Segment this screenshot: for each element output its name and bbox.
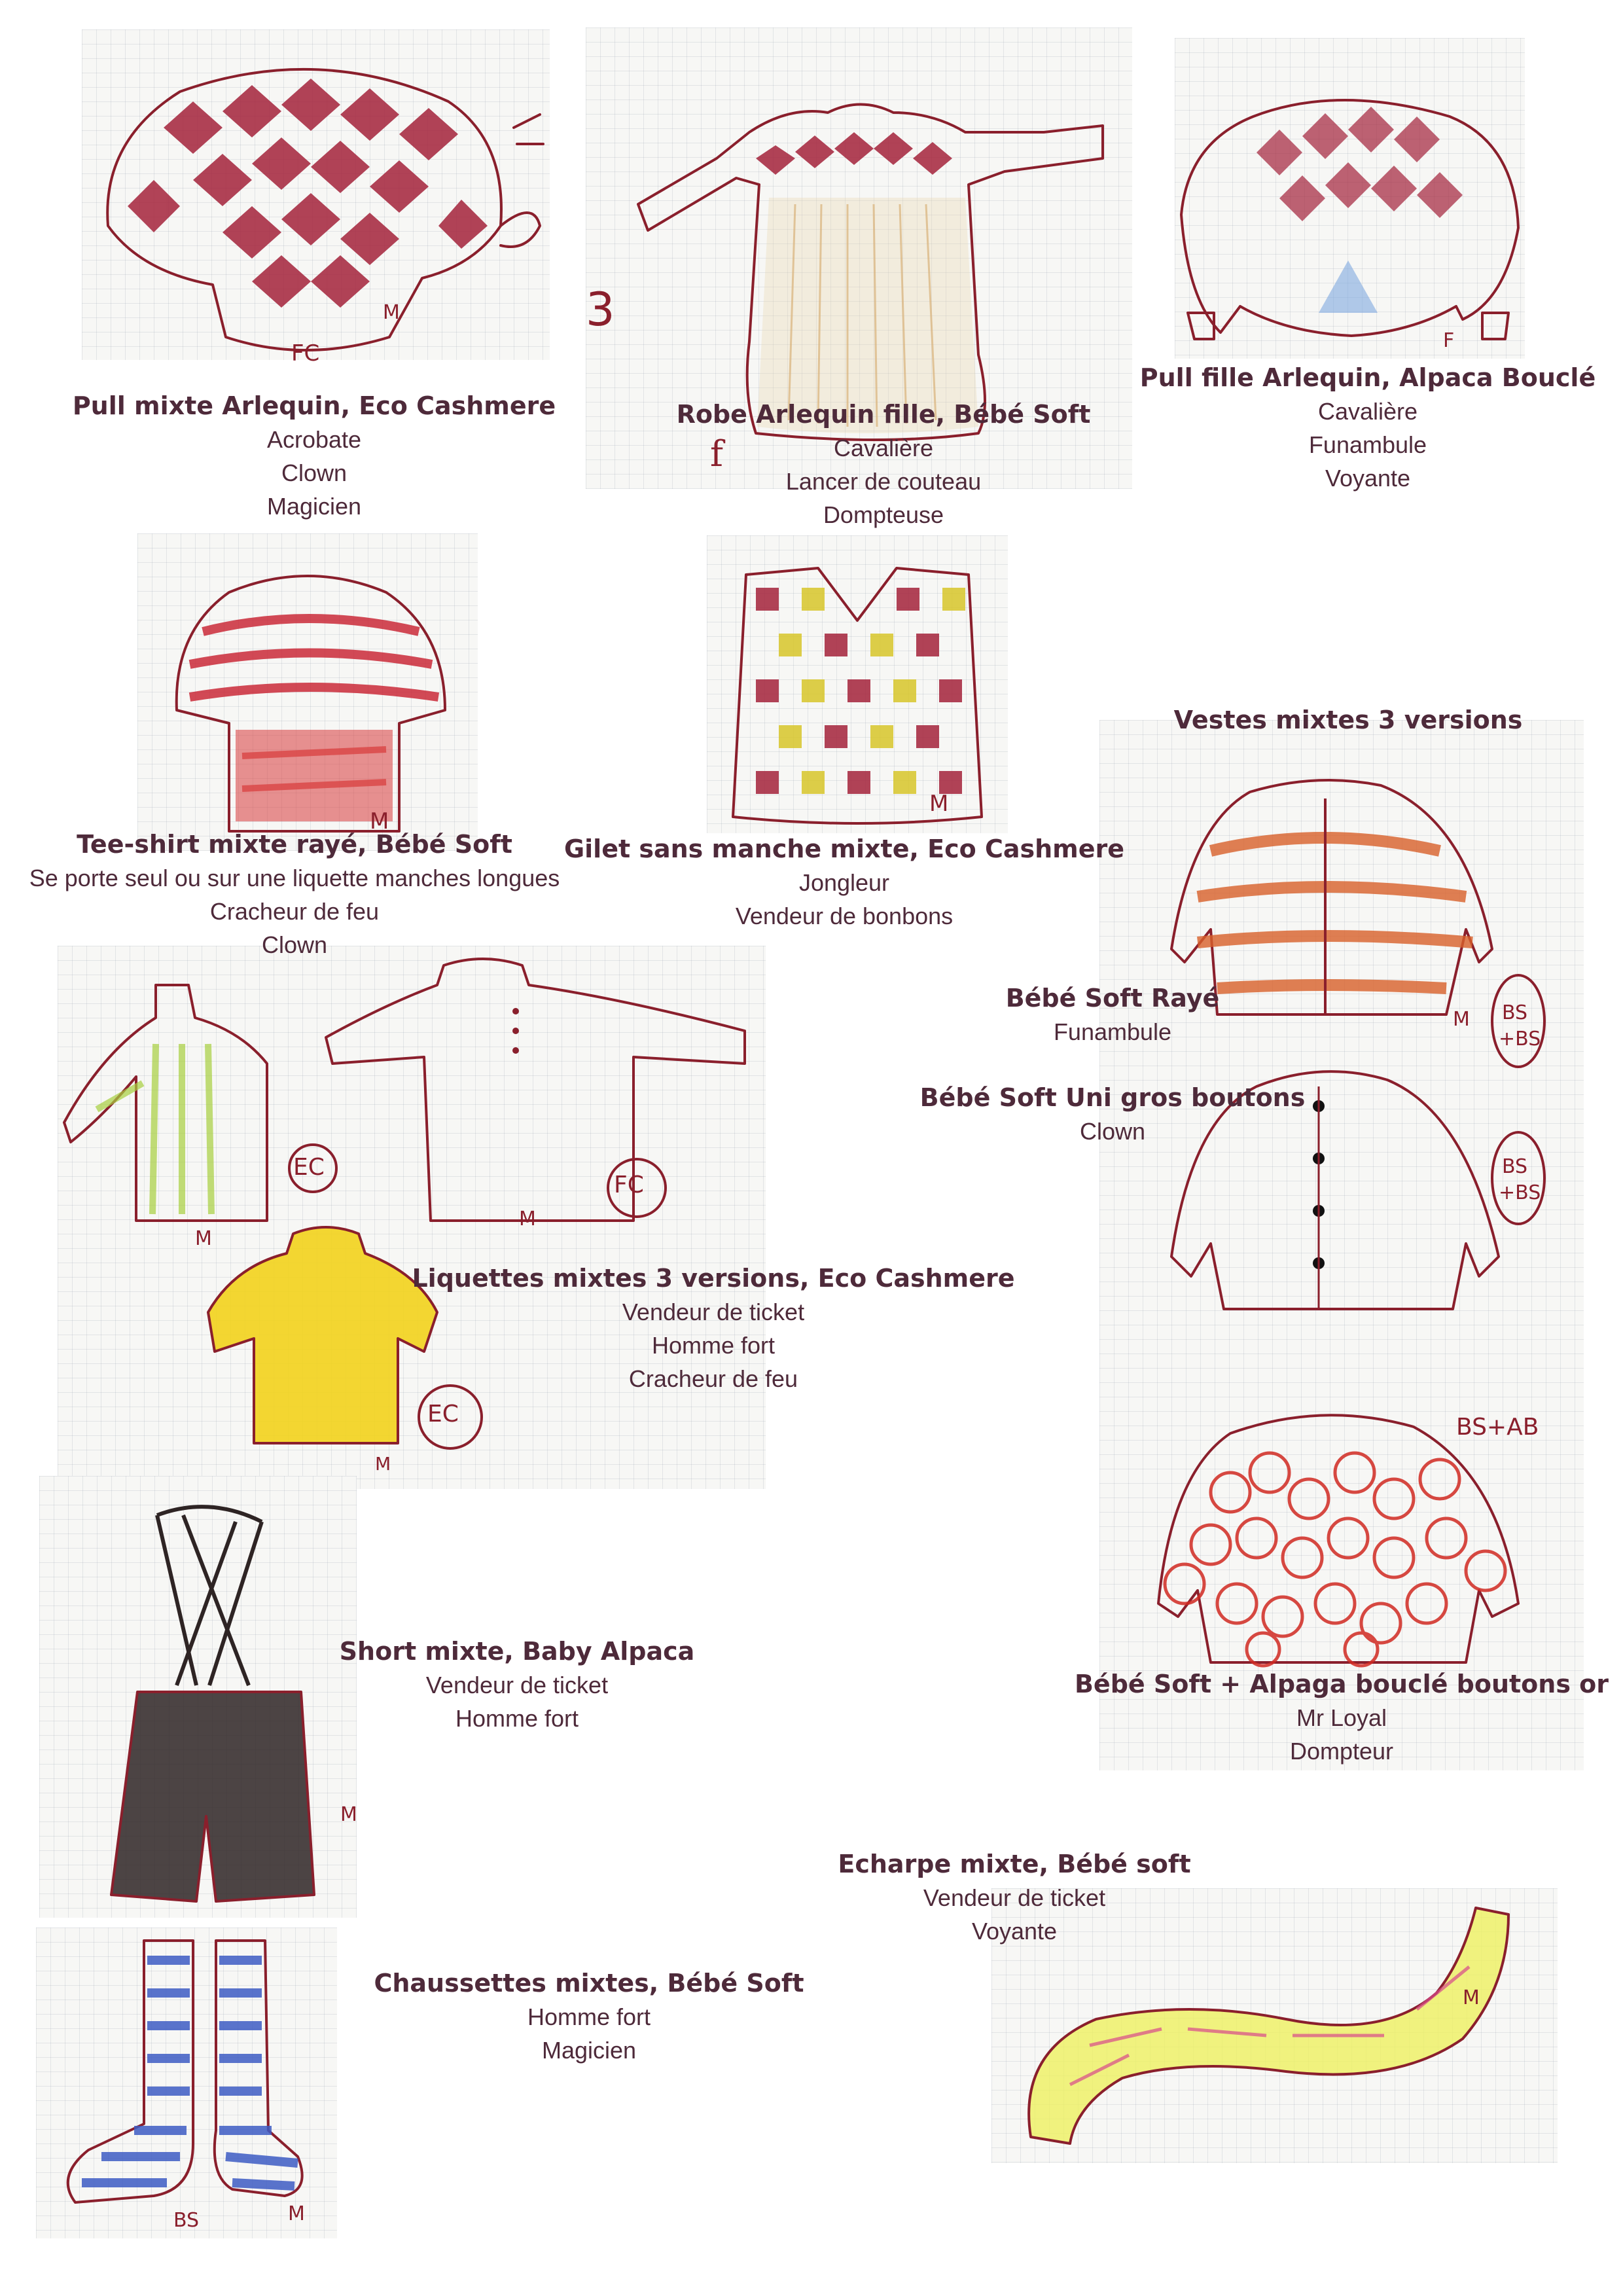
sketch-note: M [375, 1453, 391, 1475]
striped-tee-drawing [137, 533, 478, 851]
girl-harlequin-sweater-drawing [1175, 38, 1525, 359]
sketch-note: M [288, 2202, 305, 2225]
product-title: Pull fille Arlequin, Alpaca Bouclé [1139, 363, 1596, 392]
caption-bebe-soft-uni [916, 1081, 1309, 1148]
product-title: Tee-shirt mixte rayé, Bébé Soft [77, 830, 512, 859]
caption-pull-fille [1126, 361, 1610, 495]
caption-robe-arlequin [654, 398, 1113, 531]
three-shirts-drawing [58, 946, 766, 1489]
sketch-note: M [929, 791, 949, 817]
character-name: Jongleur [798, 869, 890, 896]
character-name: Funambule [1053, 1018, 1172, 1045]
product-title: Bébé Soft Rayé [1005, 984, 1220, 1013]
sketch-tee-shirt [137, 533, 478, 851]
product-title: Bébé Soft Uni gros boutons [919, 1083, 1306, 1112]
striped-socks-drawing [36, 1928, 337, 2238]
character-name: Dompteur [1289, 1738, 1394, 1765]
character-name: Voyante [971, 1918, 1058, 1945]
product-title: Pull mixte Arlequin, Eco Cashmere [72, 391, 556, 420]
character-name: Funambule [1308, 431, 1427, 458]
character-name: Magicien [541, 2037, 637, 2064]
sketch-chaussettes [36, 1928, 337, 2238]
sketch-note: M [195, 1227, 212, 1250]
caption-echarpe [785, 1848, 1243, 1948]
product-title: Robe Arlequin fille, Bébé Soft [676, 400, 1091, 429]
sketch-note: M [370, 808, 389, 834]
sketch-note: +BS [1499, 1028, 1541, 1050]
character-name: Homme fort [455, 1705, 579, 1732]
character-name: Homme fort [527, 2003, 651, 2030]
caption-bebe-soft-alpaga [1073, 1668, 1610, 1768]
sketch-note: BS [173, 2209, 200, 2232]
character-name: Dompteuse [823, 501, 944, 528]
sketch-liquettes [58, 946, 766, 1489]
sketch-note: M [340, 1803, 357, 1826]
three-jackets-drawing [1099, 720, 1584, 1770]
sketch-note: FC [614, 1172, 644, 1198]
harlequin-sweater-drawing [82, 29, 550, 360]
product-title: Vestes mixtes 3 versions [1173, 706, 1523, 734]
sketch-note: BS [1502, 1001, 1528, 1024]
product-title: Short mixte, Baby Alpaca [339, 1637, 695, 1666]
sketch-note: M [1463, 1986, 1480, 2009]
sketch-note: M [383, 301, 400, 324]
character-name: Magicien [266, 493, 362, 520]
character-name: Voyante [1325, 465, 1411, 492]
caption-short [294, 1635, 740, 1735]
caption-pull-arlequin [0, 389, 628, 523]
character-name: Mr Loyal [1296, 1704, 1387, 1731]
character-name: Vendeur de ticket [622, 1299, 805, 1325]
character-name: Homme fort [651, 1332, 776, 1359]
sketch-note: M [519, 1208, 536, 1230]
sketch-note: EC [427, 1401, 459, 1427]
sketch-note: FC [291, 340, 320, 367]
sketch-gilet [707, 535, 1008, 833]
product-title: Gilet sans manche mixte, Eco Cashmere [563, 834, 1125, 863]
character-name: Vendeur de ticket [923, 1884, 1106, 1911]
character-name: Clown [281, 459, 348, 486]
caption-gilet [543, 833, 1145, 933]
caption-vestes [1145, 704, 1551, 737]
sketch-note: f [710, 433, 723, 475]
sketch-note: M [1453, 1008, 1470, 1031]
product-title: Liquettes mixtes 3 versions, Eco Cashmere [412, 1264, 1015, 1293]
character-name: Clown [261, 931, 328, 958]
character-name: Cavalière [1317, 398, 1418, 425]
sketch-vestes [1099, 720, 1584, 1770]
product-title: Chaussettes mixtes, Bébé Soft [374, 1969, 804, 1998]
checked-vest-drawing [707, 535, 1008, 833]
character-name: Vendeur de ticket [425, 1672, 609, 1698]
character-name: Se porte seul ou sur une liquette manches longues [29, 865, 560, 891]
caption-bebe-soft-raye [982, 982, 1243, 1049]
sketch-note: F [1443, 329, 1455, 352]
sketch-note: BS [1502, 1155, 1528, 1178]
caption-tee-shirt [0, 828, 589, 961]
sketch-note: +BS [1499, 1181, 1541, 1204]
sketch-note: EC [293, 1154, 325, 1181]
character-name: Acrobate [266, 426, 362, 453]
sketch-pull-fille [1175, 38, 1525, 359]
sketch-note: 3 [586, 283, 615, 336]
character-name: Cracheur de feu [209, 898, 380, 925]
sketch-pull-arlequin [82, 29, 550, 367]
caption-liquettes [399, 1262, 1027, 1395]
character-name: Cavalière [833, 435, 934, 461]
character-name: Clown [1079, 1118, 1146, 1145]
character-name: Cracheur de feu [628, 1365, 798, 1392]
caption-chaussettes [347, 1967, 831, 2067]
character-name: Vendeur de bonbons [735, 903, 954, 929]
product-title: Echarpe mixte, Bébé soft [838, 1850, 1191, 1878]
product-title: Bébé Soft + Alpaga bouclé boutons or [1074, 1670, 1609, 1698]
character-name: Lancer de couteau [785, 468, 982, 495]
sketch-note: BS+AB [1456, 1414, 1539, 1441]
